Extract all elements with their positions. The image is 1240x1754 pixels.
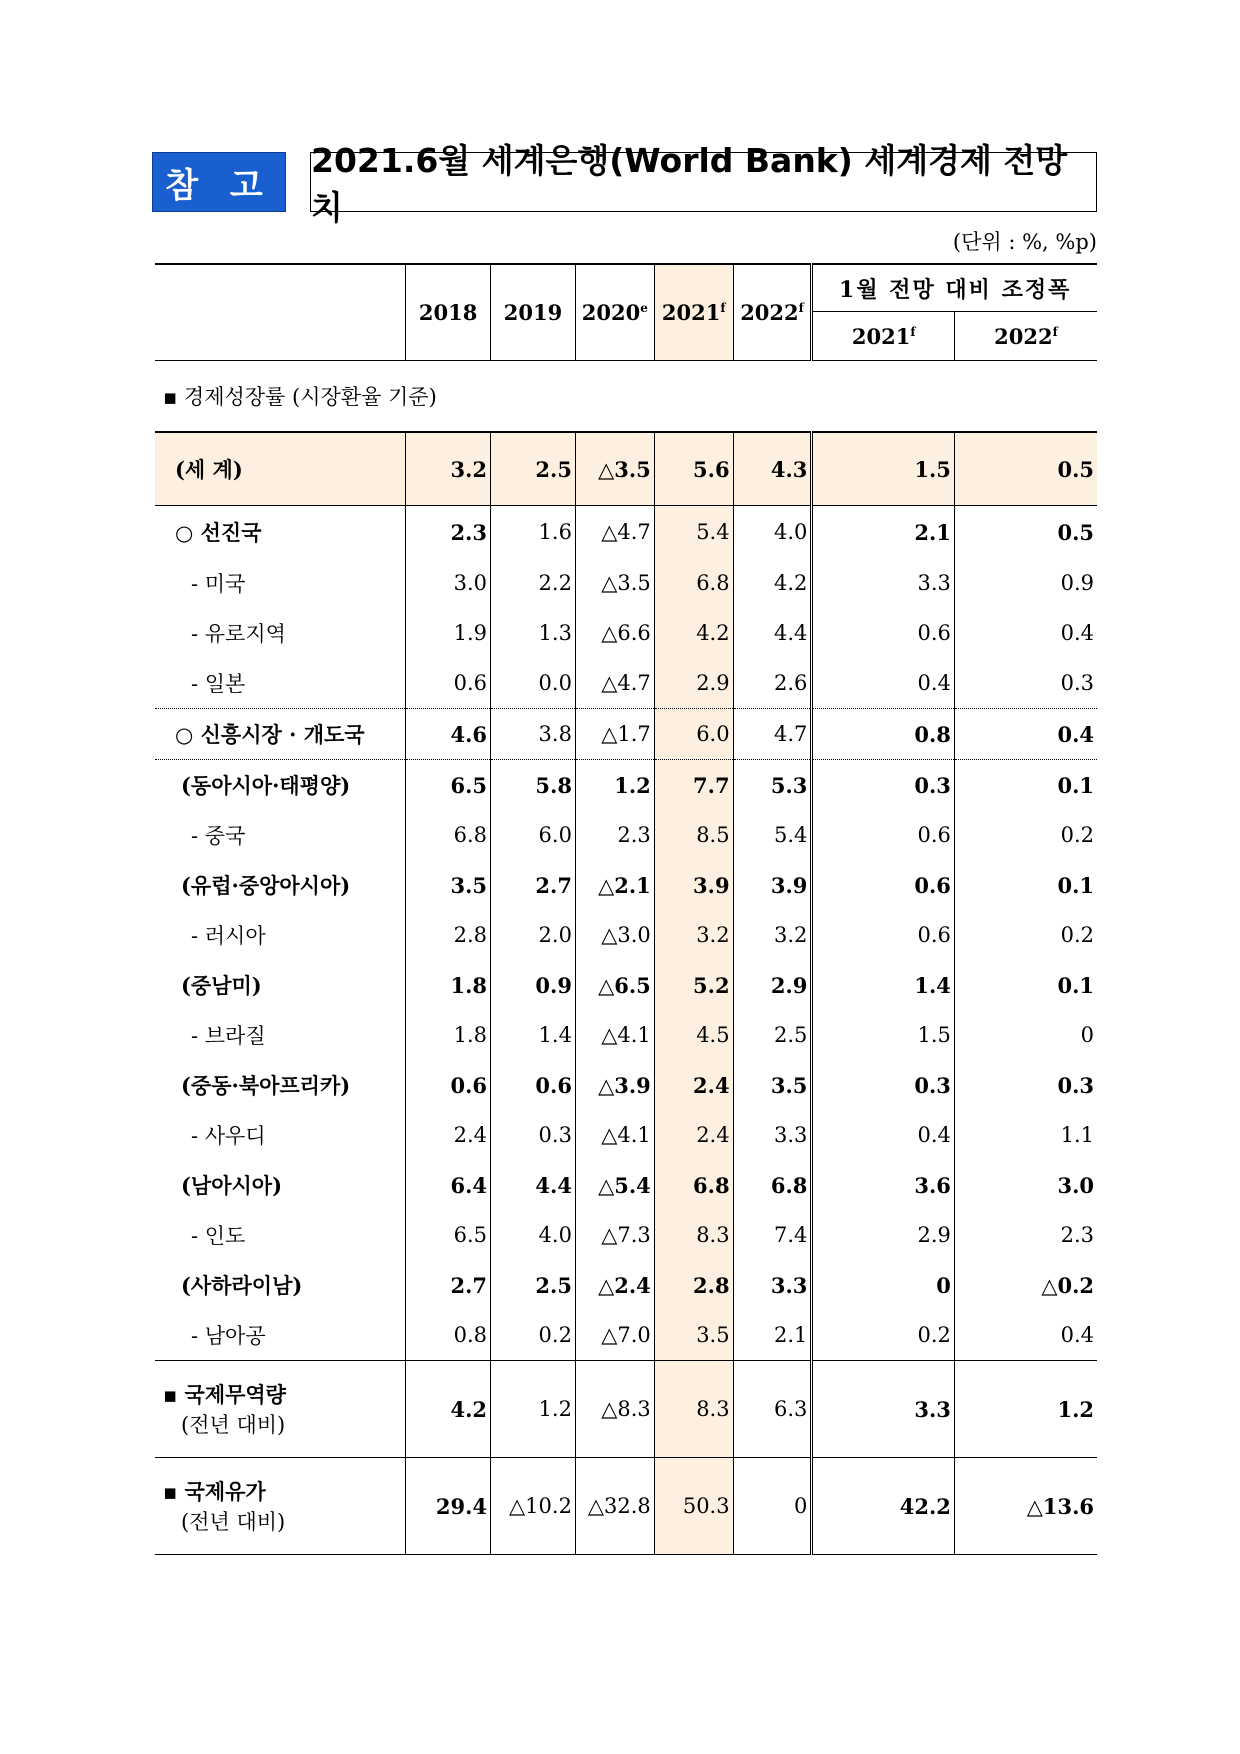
value-cell: 0.4 — [954, 709, 1097, 760]
value-cell: △6.5 — [575, 960, 654, 1010]
value-cell: 4.6 — [406, 709, 491, 760]
value-cell: 4.3 — [733, 432, 812, 506]
value-cell: 0.9 — [491, 960, 576, 1010]
value-cell: 0.6 — [406, 1060, 491, 1110]
value-cell: 3.3 — [812, 1361, 955, 1458]
value-cell: 2.5 — [491, 1260, 576, 1310]
row-label: ○ 선진국 — [175, 520, 262, 545]
row-label: (동아시아·태평양) — [155, 760, 406, 811]
value-cell: 5.6 — [654, 432, 733, 506]
value-cell: 4.2 — [406, 1361, 491, 1458]
value-cell: 7.7 — [654, 760, 733, 811]
row-label: - 러시아 — [191, 924, 266, 948]
value-cell: 2.9 — [654, 658, 733, 709]
value-cell: △10.2 — [491, 1458, 576, 1555]
value-cell: 29.4 — [406, 1458, 491, 1555]
header-adjustment: 1월 전망 대비 조정폭 — [812, 264, 1097, 312]
row-label-main: ▪ 국제무역량 — [163, 1382, 286, 1407]
value-cell: 0.6 — [491, 1060, 576, 1110]
value-cell: △7.3 — [575, 1210, 654, 1260]
table-row — [155, 1060, 1097, 1110]
value-cell: 42.2 — [812, 1458, 955, 1555]
value-cell: 2.4 — [406, 1110, 491, 1160]
value-cell: 5.4 — [654, 506, 733, 559]
row-label: - 사우디 — [191, 1124, 266, 1148]
value-cell: 3.5 — [654, 1310, 733, 1361]
value-cell: △3.9 — [575, 1060, 654, 1110]
row-label: (사하라이남) — [181, 1273, 303, 1298]
value-cell: 4.4 — [733, 608, 812, 658]
table-row — [155, 1310, 1097, 1361]
table-row-trade — [155, 1361, 1097, 1458]
row-label: - 중국 — [191, 824, 246, 848]
value-cell: 6.5 — [406, 1210, 491, 1260]
value-cell: 0.5 — [954, 506, 1097, 559]
value-cell: 4.4 — [491, 1160, 576, 1210]
value-cell: 2.9 — [733, 960, 812, 1010]
value-cell: 3.3 — [733, 1260, 812, 1310]
row-label-sub: (전년 대비) — [181, 1510, 286, 1534]
value-cell: 1.5 — [812, 432, 955, 506]
value-cell: 3.9 — [733, 860, 812, 910]
value-cell: 2.6 — [733, 658, 812, 709]
value-cell: 0.1 — [954, 760, 1097, 811]
value-cell: 3.3 — [733, 1110, 812, 1160]
value-cell: 4.2 — [654, 608, 733, 658]
value-cell: 1.2 — [575, 760, 654, 811]
value-cell: 6.0 — [491, 810, 576, 860]
value-cell: △3.5 — [575, 558, 654, 608]
value-cell: △2.4 — [575, 1260, 654, 1310]
row-label: - 인도 — [191, 1224, 246, 1248]
value-cell: 4.5 — [654, 1010, 733, 1060]
value-cell: 0 — [954, 1010, 1097, 1060]
value-cell: 0.3 — [954, 658, 1097, 709]
value-cell: △3.0 — [575, 910, 654, 960]
value-cell: 2.7 — [491, 860, 576, 910]
value-cell: 3.9 — [654, 860, 733, 910]
value-cell: 3.8 — [491, 709, 576, 760]
value-cell: 0.3 — [812, 1060, 955, 1110]
table-row — [155, 558, 1097, 608]
row-label: (세 계) — [155, 432, 406, 506]
value-cell: 4.7 — [733, 709, 812, 760]
row-label: (중동·북아프리카) — [181, 1073, 351, 1098]
value-cell: △3.5 — [575, 432, 654, 506]
value-cell: 0.6 — [812, 860, 955, 910]
table-row — [155, 709, 1097, 760]
value-cell: 1.8 — [406, 1010, 491, 1060]
value-cell: 7.4 — [733, 1210, 812, 1260]
table-row — [155, 960, 1097, 1010]
value-cell: 5.4 — [733, 810, 812, 860]
value-cell: 3.0 — [406, 558, 491, 608]
table-row-world — [155, 432, 1097, 506]
value-cell: 1.4 — [812, 960, 955, 1010]
table-row — [155, 658, 1097, 709]
value-cell: 6.3 — [733, 1361, 812, 1458]
value-cell: 1.2 — [954, 1361, 1097, 1458]
value-cell: 3.0 — [954, 1160, 1097, 1210]
value-cell: 0.4 — [812, 658, 955, 709]
value-cell: 0.2 — [491, 1310, 576, 1361]
value-cell: 1.4 — [491, 1010, 576, 1060]
value-cell: 4.0 — [491, 1210, 576, 1260]
value-cell: 0.4 — [812, 1110, 955, 1160]
table-row — [155, 1110, 1097, 1160]
value-cell: 1.3 — [491, 608, 576, 658]
value-cell: 2.5 — [733, 1010, 812, 1060]
header-year-2022: 2022$^f$ — [733, 264, 812, 361]
header-year-2020: 2020e — [575, 264, 654, 361]
value-cell: △4.7 — [575, 658, 654, 709]
unit-note: (단위 : %, %p) — [952, 230, 1097, 254]
value-cell: 0.9 — [954, 558, 1097, 608]
value-cell: 5.3 — [733, 760, 812, 811]
value-cell: 3.6 — [812, 1160, 955, 1210]
value-cell: 8.3 — [654, 1210, 733, 1260]
value-cell: 6.0 — [654, 709, 733, 760]
value-cell: 3.2 — [406, 432, 491, 506]
row-label-sub: (전년 대비) — [181, 1413, 286, 1437]
value-cell: 0.6 — [812, 810, 955, 860]
value-cell: 2.3 — [954, 1210, 1097, 1260]
row-label — [155, 1361, 406, 1458]
value-cell: 2.9 — [812, 1210, 955, 1260]
page-title: 2021.6월 세계은행(World Bank) 세계경제 전망치 — [310, 152, 1097, 212]
value-cell: 4.2 — [733, 558, 812, 608]
value-cell: 0.2 — [954, 910, 1097, 960]
value-cell: 2.2 — [491, 558, 576, 608]
value-cell: 2.0 — [491, 910, 576, 960]
row-label: ○ 신흥시장 · 개도국 — [155, 709, 406, 760]
value-cell: △2.1 — [575, 860, 654, 910]
value-cell: △1.7 — [575, 709, 654, 760]
section-label: ▪ 경제성장률 (시장환율 기준) — [163, 385, 437, 409]
table-row — [155, 760, 1097, 811]
header-adj-2022: 2022$^f$ — [954, 312, 1097, 361]
header-adj-2021: 2021$^f$ — [812, 312, 955, 361]
value-cell: 1.1 — [954, 1110, 1097, 1160]
value-cell: 2.7 — [406, 1260, 491, 1310]
value-cell: 0.5 — [954, 432, 1097, 506]
value-cell: 0.6 — [812, 910, 955, 960]
value-cell: 3.2 — [654, 910, 733, 960]
value-cell: 0.3 — [491, 1110, 576, 1160]
value-cell: 2.1 — [812, 506, 955, 559]
value-cell: 3.3 — [812, 558, 955, 608]
value-cell: 2.3 — [406, 506, 491, 559]
header-blank — [155, 264, 406, 361]
value-cell: 0.8 — [812, 709, 955, 760]
table-row — [155, 1260, 1097, 1310]
value-cell: 3.2 — [733, 910, 812, 960]
value-cell: 8.3 — [654, 1361, 733, 1458]
row-label: (유럽·중앙아시아) — [181, 873, 351, 898]
value-cell: △4.7 — [575, 506, 654, 559]
value-cell: 0.0 — [491, 658, 576, 709]
value-cell: 1.2 — [491, 1361, 576, 1458]
value-cell: 0.4 — [954, 1310, 1097, 1361]
section-row — [155, 361, 1097, 433]
header-year-2019: 2019 — [491, 264, 576, 361]
value-cell: 3.5 — [733, 1060, 812, 1110]
header-year-2021: 2021$^f$ — [654, 264, 733, 361]
value-cell: 0.6 — [406, 658, 491, 709]
value-cell: 5.8 — [491, 760, 576, 811]
value-cell: 6.8 — [733, 1160, 812, 1210]
value-cell: 2.4 — [654, 1060, 733, 1110]
value-cell: △4.1 — [575, 1010, 654, 1060]
table-row — [155, 608, 1097, 658]
value-cell: 1.9 — [406, 608, 491, 658]
row-label: (남아시아) — [181, 1173, 283, 1198]
table-row — [155, 1210, 1097, 1260]
value-cell: 6.5 — [406, 760, 491, 811]
reference-badge: 참 고 — [152, 152, 286, 212]
value-cell: 0.4 — [954, 608, 1097, 658]
forecast-table — [155, 263, 1097, 1555]
value-cell: △4.1 — [575, 1110, 654, 1160]
table-row — [155, 1010, 1097, 1060]
table-row — [155, 860, 1097, 910]
row-label: - 남아공 — [191, 1324, 266, 1348]
value-cell: 0.3 — [812, 760, 955, 811]
header-row-1 — [155, 264, 1097, 312]
value-cell: 6.8 — [654, 1160, 733, 1210]
row-label: - 브라질 — [191, 1024, 266, 1048]
value-cell: 1.8 — [406, 960, 491, 1010]
value-cell: 6.8 — [654, 558, 733, 608]
table-row — [155, 810, 1097, 860]
value-cell: 0 — [733, 1458, 812, 1555]
row-label — [155, 1458, 406, 1555]
value-cell: 0.6 — [812, 608, 955, 658]
value-cell: 0 — [812, 1260, 955, 1310]
value-cell: 5.2 — [654, 960, 733, 1010]
row-label: - 미국 — [191, 572, 246, 596]
value-cell: △8.3 — [575, 1361, 654, 1458]
value-cell: 4.0 — [733, 506, 812, 559]
value-cell: △7.0 — [575, 1310, 654, 1361]
value-cell: 6.8 — [406, 810, 491, 860]
value-cell: 0.3 — [954, 1060, 1097, 1110]
value-cell: 0.1 — [954, 860, 1097, 910]
value-cell: 2.8 — [406, 910, 491, 960]
value-cell: 0.2 — [812, 1310, 955, 1361]
value-cell: 50.3 — [654, 1458, 733, 1555]
value-cell: 2.8 — [654, 1260, 733, 1310]
value-cell: 2.3 — [575, 810, 654, 860]
value-cell: 0.2 — [954, 810, 1097, 860]
value-cell: 0.1 — [954, 960, 1097, 1010]
value-cell: 1.6 — [491, 506, 576, 559]
row-label: (중남미) — [181, 973, 262, 998]
table-row-oil — [155, 1458, 1097, 1555]
value-cell: 2.5 — [491, 432, 576, 506]
value-cell: 1.5 — [812, 1010, 955, 1060]
value-cell: 6.4 — [406, 1160, 491, 1210]
row-label: - 일본 — [191, 672, 246, 696]
value-cell: 2.1 — [733, 1310, 812, 1361]
value-cell: 2.4 — [654, 1110, 733, 1160]
table-row — [155, 910, 1097, 960]
row-label: - 유로지역 — [191, 622, 286, 646]
value-cell: △6.6 — [575, 608, 654, 658]
value-cell: △5.4 — [575, 1160, 654, 1210]
value-cell: △13.6 — [954, 1458, 1097, 1555]
table-row — [155, 1160, 1097, 1210]
header-year-2018: 2018 — [406, 264, 491, 361]
value-cell: 8.5 — [654, 810, 733, 860]
table-row — [155, 506, 1097, 559]
value-cell: 0.8 — [406, 1310, 491, 1361]
value-cell: 3.5 — [406, 860, 491, 910]
value-cell: △32.8 — [575, 1458, 654, 1555]
value-cell: △0.2 — [954, 1260, 1097, 1310]
row-label-main: ▪ 국제유가 — [163, 1479, 266, 1504]
